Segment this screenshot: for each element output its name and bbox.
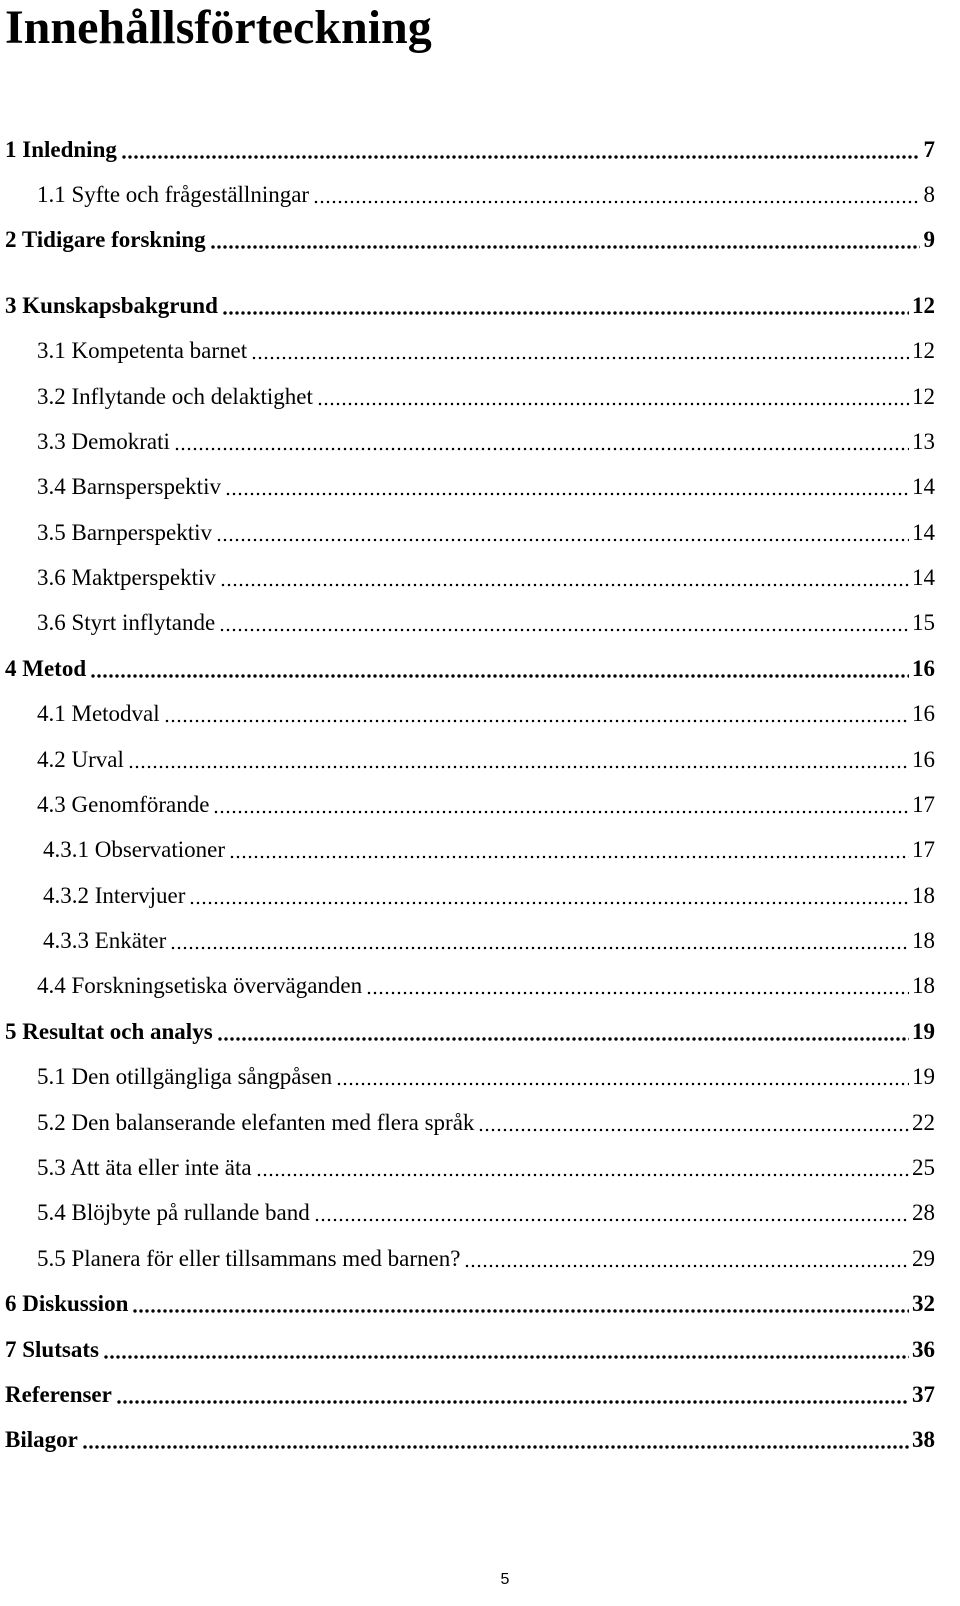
toc-entry[interactable] — [0, 1375, 960, 1415]
toc-entry[interactable] — [0, 422, 960, 462]
toc-leader-dots — [336, 1082, 909, 1086]
toc-entry-label: 5.5 Planera för eller tillsammans med barnen? — [37, 1246, 461, 1271]
toc-entry-label: 4.1 Metodval — [37, 701, 160, 726]
toc-entry[interactable] — [0, 740, 960, 780]
toc-entry[interactable] — [0, 286, 960, 326]
toc-entry-page: 14 — [912, 520, 935, 545]
toc-leader-dots — [82, 1445, 909, 1449]
toc-entry[interactable] — [0, 467, 960, 507]
toc-leader-dots — [229, 855, 909, 859]
toc-leader-dots — [220, 583, 909, 587]
toc-leader-dots — [90, 674, 909, 678]
toc-entry-label: 5.4 Blöjbyte på rullande band — [37, 1200, 310, 1225]
toc-entry[interactable] — [0, 921, 960, 961]
toc-entry-page: 7 — [923, 137, 935, 162]
toc-entry-page: 15 — [912, 610, 935, 635]
toc-leader-dots — [478, 1128, 909, 1132]
toc-entry[interactable] — [0, 1330, 960, 1370]
toc-entry-page: 16 — [912, 747, 935, 772]
toc-entry[interactable] — [0, 1057, 960, 1097]
toc-entry[interactable] — [0, 130, 960, 170]
toc-entry[interactable] — [0, 1148, 960, 1188]
toc-entry[interactable] — [0, 513, 960, 553]
toc-leader-dots — [314, 1218, 909, 1222]
toc-entry-page: 18 — [912, 973, 935, 998]
toc-leader-dots — [366, 991, 909, 995]
toc-entry[interactable] — [0, 558, 960, 598]
toc-entry-label: 1.1 Syfte och frågeställningar — [37, 182, 310, 207]
toc-leader-dots — [128, 765, 909, 769]
toc-entry[interactable] — [0, 830, 960, 870]
toc-entry[interactable] — [0, 876, 960, 916]
toc-entry-page: 29 — [912, 1246, 935, 1271]
toc-leader-dots — [170, 946, 909, 950]
page-number: 5 — [500, 1571, 510, 1588]
toc-entry-label: 4.3 Genomförande — [37, 792, 210, 817]
toc-entry-label: 4.4 Forskningsetiska överväganden — [37, 973, 363, 998]
toc-leader-dots — [189, 901, 909, 905]
toc-entry-label: 4.3.2 Intervjuer — [43, 883, 186, 908]
toc-entry[interactable] — [0, 1012, 960, 1052]
toc-entry-label: 5.1 Den otillgängliga sångpåsen — [37, 1064, 333, 1089]
toc-entry-label: Bilagor — [5, 1427, 78, 1452]
toc-entry-label: 1 Inledning — [5, 137, 117, 162]
toc-entry-page: 13 — [912, 429, 935, 454]
toc-entry-label: 3.6 Maktperspektiv — [37, 565, 216, 590]
toc-leader-dots — [121, 155, 920, 159]
toc-leader-dots — [216, 538, 909, 542]
toc-leader-dots — [210, 245, 920, 249]
toc-entry[interactable] — [0, 785, 960, 825]
toc-entry-label: 3.5 Barnperspektiv — [37, 520, 213, 545]
toc-entry[interactable] — [0, 1420, 960, 1460]
toc-entry-page: 14 — [912, 565, 935, 590]
toc-leader-dots — [174, 447, 909, 451]
toc-entry-page: 9 — [923, 227, 935, 252]
toc-entry-label: 3.6 Styrt inflytande — [37, 610, 216, 635]
toc-leader-dots — [217, 1037, 909, 1041]
toc-entry-page: 17 — [912, 837, 935, 862]
toc-entry-label: Referenser — [5, 1382, 112, 1407]
toc-entry[interactable] — [0, 649, 960, 689]
toc-leader-dots — [116, 1400, 909, 1404]
toc-entry[interactable] — [0, 1239, 960, 1279]
toc-entry-page: 12 — [912, 293, 935, 318]
toc-entry-label: 5.3 Att äta eller inte äta — [37, 1155, 252, 1180]
toc-entry-page: 16 — [912, 656, 935, 681]
toc-leader-dots — [103, 1355, 909, 1359]
toc-leader-dots — [164, 719, 909, 723]
toc-entry-label: 4 Metod — [5, 656, 87, 681]
page-title: Innehållsförteckning — [5, 1, 432, 54]
toc-entry[interactable] — [0, 175, 960, 215]
toc-entry-label: 4.3.1 Observationer — [43, 837, 226, 862]
toc-entry[interactable] — [0, 603, 960, 643]
toc-entry-page: 25 — [912, 1155, 935, 1180]
toc-entry-label: 4.3.3 Enkäter — [43, 928, 167, 953]
toc-entry[interactable] — [0, 966, 960, 1006]
toc-entry[interactable] — [0, 331, 960, 371]
toc-entry-page: 19 — [912, 1064, 935, 1089]
toc-entry-label: 3.2 Inflytande och delaktighet — [37, 384, 313, 409]
toc-entry-label: 3 Kunskapsbakgrund — [5, 293, 218, 318]
toc-entry-page: 17 — [912, 792, 935, 817]
toc-entry-page: 14 — [912, 474, 935, 499]
toc-leader-dots — [317, 402, 909, 406]
toc-entry-page: 36 — [912, 1337, 935, 1362]
toc-entry[interactable] — [0, 1103, 960, 1143]
toc-entry-label: 6 Diskussion — [5, 1291, 129, 1316]
toc-entry[interactable] — [0, 1193, 960, 1233]
toc-entry-page: 22 — [912, 1110, 935, 1135]
toc-leader-dots — [213, 810, 909, 814]
toc-entry-label: 3.1 Kompetenta barnet — [37, 338, 248, 363]
toc-entry-page: 8 — [923, 182, 935, 207]
toc-entry[interactable] — [0, 1284, 960, 1324]
toc-entry[interactable] — [0, 694, 960, 734]
toc-entry-label: 5.2 Den balanserande elefanten med flera språk — [37, 1110, 475, 1135]
toc-entry[interactable] — [0, 377, 960, 417]
toc-entry-page: 12 — [912, 338, 935, 363]
toc-entry-page: 38 — [912, 1427, 935, 1452]
toc-entry-page: 32 — [912, 1291, 935, 1316]
toc-leader-dots — [132, 1309, 909, 1313]
toc-entry-page: 37 — [912, 1382, 935, 1407]
toc-entry-page: 19 — [912, 1019, 935, 1044]
toc-entry-page: 18 — [912, 928, 935, 953]
toc-leader-dots — [219, 628, 909, 632]
toc-entry-page: 28 — [912, 1200, 935, 1225]
toc-entry-label: 3.4 Barnsperspektiv — [37, 474, 221, 499]
toc-entry-label: 4.2 Urval — [37, 747, 124, 772]
toc-entry[interactable] — [0, 220, 960, 260]
toc-leader-dots — [225, 492, 909, 496]
toc-entry-label: 5 Resultat och analys — [5, 1019, 213, 1044]
toc-leader-dots — [222, 311, 909, 315]
toc-leader-dots — [313, 200, 920, 204]
toc-entry-label: 3.3 Demokrati — [37, 429, 170, 454]
toc-entry-label: 7 Slutsats — [5, 1337, 99, 1362]
toc-leader-dots — [256, 1173, 909, 1177]
toc-entry-label: 2 Tidigare forskning — [5, 227, 206, 252]
toc-entry-page: 16 — [912, 701, 935, 726]
toc-leader-dots — [251, 356, 909, 360]
toc-entry-page: 12 — [912, 384, 935, 409]
toc-entry-page: 18 — [912, 883, 935, 908]
toc-leader-dots — [464, 1264, 909, 1268]
